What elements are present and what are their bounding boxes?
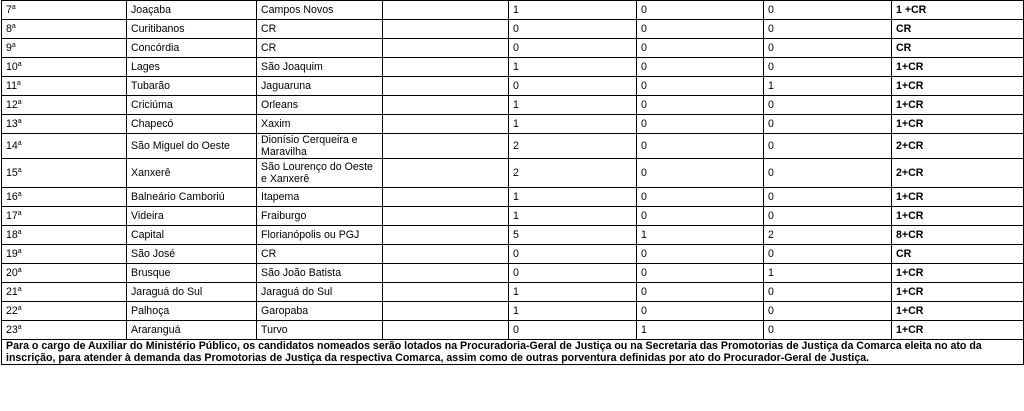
comarca-cell: Tubarão xyxy=(127,77,257,96)
value-3-cell: 0 xyxy=(764,283,892,302)
blank-cell xyxy=(383,96,509,115)
city-cell: Itapema xyxy=(257,188,383,207)
value-3-cell: 0 xyxy=(764,1,892,20)
comarca-cell: Balneário Camboriú xyxy=(127,188,257,207)
city-cell: São João Batista xyxy=(257,264,383,283)
value-1-cell: 1 xyxy=(509,115,637,134)
blank-cell xyxy=(383,188,509,207)
table-row xyxy=(2,39,1024,58)
city-cell: Campos Novos xyxy=(257,1,383,20)
total-cell: 1+CR xyxy=(892,302,1024,321)
ordinal-number: 18 xyxy=(6,229,18,241)
ordinal-cell xyxy=(2,207,127,226)
blank-cell xyxy=(383,283,509,302)
total-cell: CR xyxy=(892,39,1024,58)
blank-cell xyxy=(383,245,509,264)
city-cell: São Lourenço do Oeste e Xanxerê xyxy=(257,159,383,188)
blank-cell xyxy=(383,1,509,20)
table-row xyxy=(2,226,1024,245)
ordinal-cell xyxy=(2,134,127,159)
value-2-cell: 0 xyxy=(637,283,764,302)
value-2-cell: 0 xyxy=(637,207,764,226)
value-2-cell: 1 xyxy=(637,321,764,340)
comarca-cell: Criciúma xyxy=(127,96,257,115)
city-cell: Jaraguá do Sul xyxy=(257,283,383,302)
comarca-cell: Joaçaba xyxy=(127,1,257,20)
value-3-cell: 0 xyxy=(764,58,892,77)
ordinal-cell xyxy=(2,58,127,77)
value-1-cell: 1 xyxy=(509,188,637,207)
ordinal-number: 15 xyxy=(6,167,18,179)
blank-cell xyxy=(383,207,509,226)
city-cell: Turvo xyxy=(257,321,383,340)
value-1-cell: 0 xyxy=(509,39,637,58)
value-3-cell: 0 xyxy=(764,245,892,264)
comarca-cell: Videira xyxy=(127,207,257,226)
ordinal-cell xyxy=(2,96,127,115)
total-cell: 1+CR xyxy=(892,264,1024,283)
value-1-cell: 0 xyxy=(509,321,637,340)
ordinal-cell xyxy=(2,20,127,39)
ordinal-suffix: a xyxy=(17,324,22,331)
ordinal-number: 10 xyxy=(6,61,18,73)
ordinal-suffix: a xyxy=(17,286,22,293)
ordinal-number: 11 xyxy=(6,80,17,92)
city-cell: Jaguaruna xyxy=(257,77,383,96)
value-2-cell: 0 xyxy=(637,1,764,20)
ordinal-suffix: a xyxy=(17,305,22,312)
total-cell: 1+CR xyxy=(892,115,1024,134)
vacancy-table xyxy=(1,0,1024,365)
value-2-cell: 0 xyxy=(637,134,764,159)
table-row xyxy=(2,245,1024,264)
ordinal-cell xyxy=(2,188,127,207)
table-row xyxy=(2,58,1024,77)
comarca-cell: Lages xyxy=(127,58,257,77)
city-cell: Florianópolis ou PGJ xyxy=(257,226,383,245)
footnote-text: Para o cargo de Auxiliar do Ministério Público, os candidatos nomeados serão lotados na Procuradoria-Geral de Justiça ou na Secretaria das Promotorias de Justiça da Comarca eleita no ato da inscrição, para atender à demanda das Promotorias de Justiça da respectiva Comarca, assim como de outras porventura definidas por ato do Procurador-Geral de Justiça. xyxy=(2,340,1024,365)
value-1-cell: 0 xyxy=(509,77,637,96)
value-1-cell: 1 xyxy=(509,207,637,226)
total-cell: 1+CR xyxy=(892,58,1024,77)
ordinal-number: 14 xyxy=(6,140,18,152)
value-1-cell: 1 xyxy=(509,58,637,77)
value-1-cell: 0 xyxy=(509,20,637,39)
value-2-cell: 0 xyxy=(637,159,764,188)
ordinal-number: 21 xyxy=(6,286,18,298)
ordinal-number: 13 xyxy=(6,118,18,130)
ordinal-suffix: a xyxy=(17,229,22,236)
ordinal-number: 23 xyxy=(6,324,18,336)
value-3-cell: 1 xyxy=(764,264,892,283)
ordinal-cell xyxy=(2,39,127,58)
blank-cell xyxy=(383,39,509,58)
total-cell: 1+CR xyxy=(892,188,1024,207)
blank-cell xyxy=(383,226,509,245)
blank-cell xyxy=(383,20,509,39)
value-1-cell: 1 xyxy=(509,283,637,302)
comarca-cell: Xanxerê xyxy=(127,159,257,188)
ordinal-suffix: a xyxy=(17,140,22,147)
ordinal-cell xyxy=(2,1,127,20)
city-cell: CR xyxy=(257,39,383,58)
blank-cell xyxy=(383,321,509,340)
ordinal-cell xyxy=(2,115,127,134)
table-row xyxy=(2,302,1024,321)
table-row xyxy=(2,188,1024,207)
value-2-cell: 0 xyxy=(637,115,764,134)
ordinal-number: 9 xyxy=(6,42,12,54)
value-2-cell: 0 xyxy=(637,188,764,207)
total-cell: 1+CR xyxy=(892,283,1024,302)
footnote-row xyxy=(2,340,1024,365)
total-cell: 8+CR xyxy=(892,226,1024,245)
value-3-cell: 0 xyxy=(764,115,892,134)
value-1-cell: 1 xyxy=(509,1,637,20)
value-2-cell: 0 xyxy=(637,20,764,39)
ordinal-cell xyxy=(2,302,127,321)
city-cell: CR xyxy=(257,20,383,39)
table-row xyxy=(2,115,1024,134)
blank-cell xyxy=(383,77,509,96)
blank-cell xyxy=(383,302,509,321)
value-3-cell: 0 xyxy=(764,20,892,39)
value-2-cell: 0 xyxy=(637,39,764,58)
total-cell: 1+CR xyxy=(892,77,1024,96)
ordinal-suffix: a xyxy=(17,167,22,174)
total-cell: 1+CR xyxy=(892,96,1024,115)
city-cell: Dionísio Cerqueira e Maravilha xyxy=(257,134,383,159)
value-1-cell: 5 xyxy=(509,226,637,245)
ordinal-number: 8 xyxy=(6,23,12,35)
ordinal-cell xyxy=(2,264,127,283)
value-2-cell: 0 xyxy=(637,58,764,77)
blank-cell xyxy=(383,115,509,134)
city-cell: Orleans xyxy=(257,96,383,115)
ordinal-suffix: a xyxy=(17,80,21,87)
ordinal-suffix: a xyxy=(17,61,22,68)
comarca-cell: Curitibanos xyxy=(127,20,257,39)
comarca-cell: Chapecó xyxy=(127,115,257,134)
total-cell: CR xyxy=(892,245,1024,264)
comarca-cell: Brusque xyxy=(127,264,257,283)
comarca-cell: Araranguá xyxy=(127,321,257,340)
value-2-cell: 0 xyxy=(637,96,764,115)
table-row xyxy=(2,20,1024,39)
value-3-cell: 0 xyxy=(764,188,892,207)
value-1-cell: 2 xyxy=(509,159,637,188)
table-row xyxy=(2,207,1024,226)
value-2-cell: 0 xyxy=(637,77,764,96)
table-row xyxy=(2,96,1024,115)
total-cell: 1+CR xyxy=(892,207,1024,226)
ordinal-number: 22 xyxy=(6,305,18,317)
ordinal-number: 12 xyxy=(6,99,18,111)
table-row xyxy=(2,77,1024,96)
comarca-cell: Concórdia xyxy=(127,39,257,58)
value-1-cell: 0 xyxy=(509,245,637,264)
value-1-cell: 1 xyxy=(509,302,637,321)
value-2-cell: 0 xyxy=(637,245,764,264)
ordinal-suffix: a xyxy=(17,267,22,274)
total-cell: 1 +CR xyxy=(892,1,1024,20)
value-3-cell: 0 xyxy=(764,39,892,58)
value-3-cell: 1 xyxy=(764,77,892,96)
comarca-cell: Palhoça xyxy=(127,302,257,321)
comarca-cell: São José xyxy=(127,245,257,264)
city-cell: Xaxim xyxy=(257,115,383,134)
table-row xyxy=(2,1,1024,20)
ordinal-suffix: a xyxy=(17,99,22,106)
total-cell: 1+CR xyxy=(892,321,1024,340)
value-2-cell: 1 xyxy=(637,226,764,245)
blank-cell xyxy=(383,58,509,77)
city-cell: Fraiburgo xyxy=(257,207,383,226)
blank-cell xyxy=(383,159,509,188)
value-3-cell: 0 xyxy=(764,96,892,115)
value-3-cell: 0 xyxy=(764,207,892,226)
value-2-cell: 0 xyxy=(637,302,764,321)
ordinal-suffix: a xyxy=(11,42,16,49)
table-row xyxy=(2,264,1024,283)
comarca-cell: Jaraguá do Sul xyxy=(127,283,257,302)
table-row xyxy=(2,321,1024,340)
ordinal-suffix: a xyxy=(17,248,22,255)
blank-cell xyxy=(383,134,509,159)
value-3-cell: 2 xyxy=(764,226,892,245)
ordinal-number: 19 xyxy=(6,248,18,260)
ordinal-cell xyxy=(2,321,127,340)
ordinal-number: 20 xyxy=(6,267,18,279)
ordinal-suffix: a xyxy=(11,4,16,11)
table-row xyxy=(2,134,1024,159)
total-cell: 2+CR xyxy=(892,159,1024,188)
ordinal-cell xyxy=(2,77,127,96)
city-cell: São Joaquim xyxy=(257,58,383,77)
ordinal-suffix: a xyxy=(17,210,22,217)
value-3-cell: 0 xyxy=(764,159,892,188)
value-1-cell: 0 xyxy=(509,264,637,283)
total-cell: CR xyxy=(892,20,1024,39)
ordinal-number: 17 xyxy=(6,210,18,222)
value-3-cell: 0 xyxy=(764,302,892,321)
ordinal-cell xyxy=(2,159,127,188)
value-2-cell: 0 xyxy=(637,264,764,283)
ordinal-number: 16 xyxy=(6,191,18,203)
ordinal-suffix: a xyxy=(11,23,16,30)
ordinal-number: 7 xyxy=(6,4,12,16)
value-3-cell: 0 xyxy=(764,321,892,340)
ordinal-suffix: a xyxy=(17,118,22,125)
table-row xyxy=(2,159,1024,188)
value-3-cell: 0 xyxy=(764,134,892,159)
ordinal-cell xyxy=(2,283,127,302)
table-row xyxy=(2,283,1024,302)
value-1-cell: 1 xyxy=(509,96,637,115)
value-1-cell: 2 xyxy=(509,134,637,159)
comarca-cell: São Miguel do Oeste xyxy=(127,134,257,159)
total-cell: 2+CR xyxy=(892,134,1024,159)
blank-cell xyxy=(383,264,509,283)
ordinal-suffix: a xyxy=(17,191,22,198)
ordinal-cell xyxy=(2,226,127,245)
comarca-cell: Capital xyxy=(127,226,257,245)
ordinal-cell xyxy=(2,245,127,264)
city-cell: CR xyxy=(257,245,383,264)
city-cell: Garopaba xyxy=(257,302,383,321)
